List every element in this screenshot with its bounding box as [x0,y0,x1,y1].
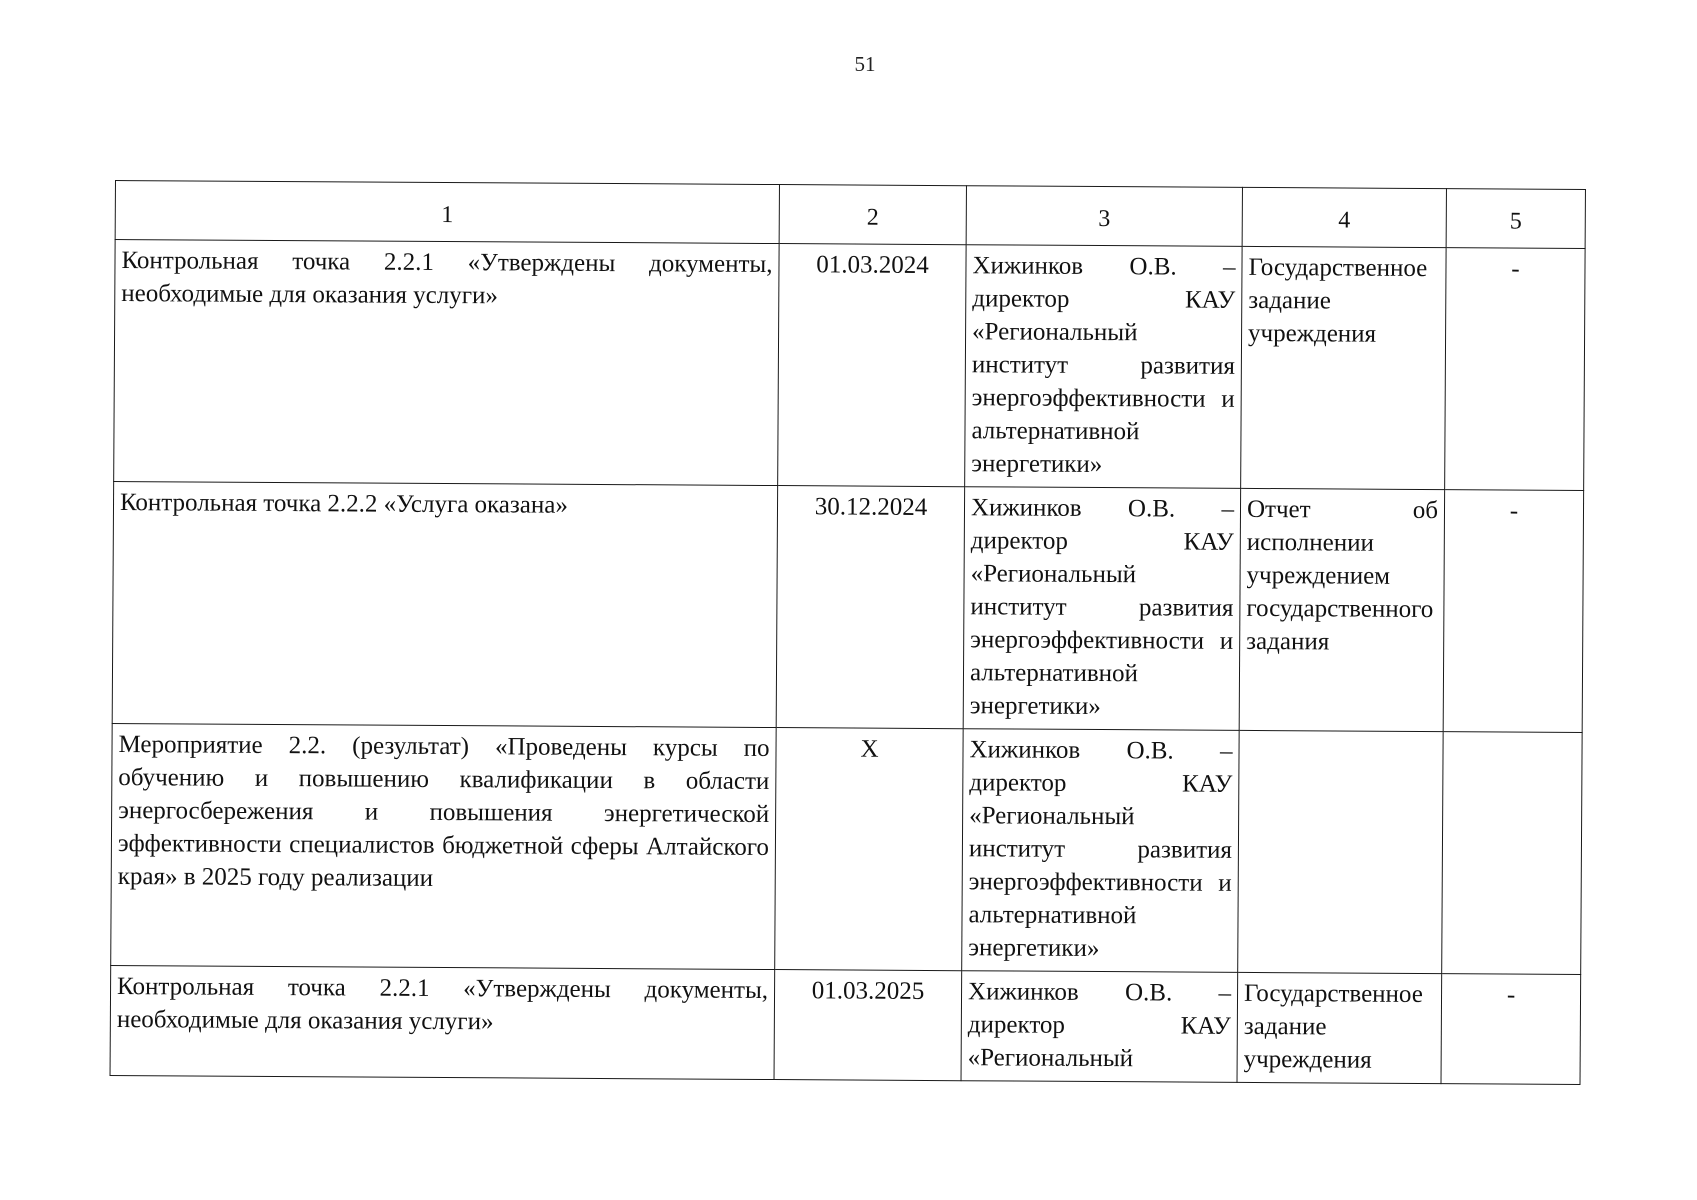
event-cell: Контрольная точка 2.2.1 «Утверждены документы, необходимые для оказания услуги» [114,240,779,486]
column-header: 2 [779,185,966,245]
responsible-cell: Хижинков О.В. – директор КАУ «Региональный [961,971,1238,1083]
column-header: 4 [1242,187,1446,247]
column-header: 1 [115,181,779,244]
document-cell: Отчет об исполнении учреждением государственного задания [1239,488,1444,731]
event-cell: Контрольная точка 2.2.2 «Услуга оказана» [112,481,777,727]
table-row [112,481,1583,732]
table-row [114,240,1585,491]
note-cell: - [1445,248,1585,491]
responsible-cell: Хижинков О.В. – директор КАУ «Региональный институт развития энергоэффективности и альтернативной энергетики» [965,245,1242,489]
table-row [111,723,1582,974]
note-cell: - [1443,490,1583,733]
control-points-table [110,180,1586,1085]
responsible-cell: Хижинков О.В. – директор КАУ «Региональный институт развития энергоэффективности и альтернативной энергетики» [963,487,1240,731]
document-cell: Государственное задание учреждения [1241,246,1446,489]
date-cell: Х [775,728,963,971]
document-cell [1238,730,1443,973]
column-header: 5 [1446,189,1585,249]
event-cell: Мероприятие 2.2. (результат) «Проведены курсы по обучению и повышению квалификации в области энергосбережения и повышения энергетической эффективности специалистов бюджетной сферы Алтайского края» в 2025 году реализации [111,723,776,969]
event-cell: Контрольная точка 2.2.1 «Утверждены документы, необходимые для оказания услуги» [110,965,775,1079]
document-cell: Государственное задание учреждения [1237,972,1442,1083]
date-cell: 01.03.2024 [778,244,966,487]
note-cell [1442,732,1582,975]
column-header: 3 [966,186,1242,247]
table-row [110,965,1581,1084]
note-cell: - [1441,974,1581,1085]
date-cell: 30.12.2024 [776,486,964,729]
table-header-row [115,181,1585,249]
page-number: 51 [854,52,876,76]
date-cell: 01.03.2025 [774,970,962,1081]
responsible-cell: Хижинков О.В. – директор КАУ «Региональный институт развития энергоэффективности и альтернативной энергетики» [962,729,1239,973]
